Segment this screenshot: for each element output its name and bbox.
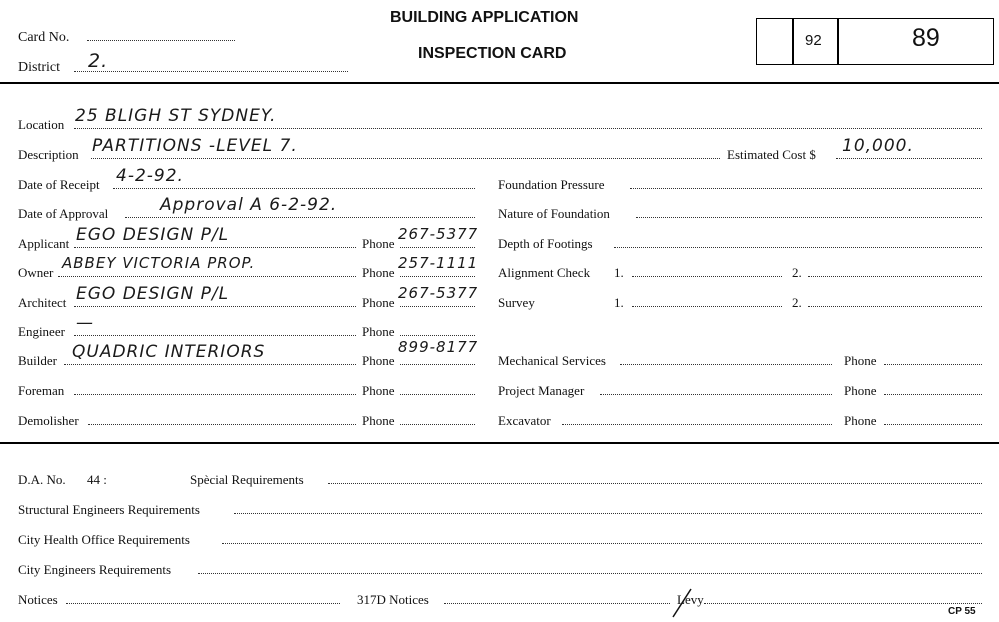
foreman-label: Foreman (18, 383, 65, 398)
owner-phone-field[interactable] (400, 276, 475, 277)
survey-2-field[interactable] (808, 306, 982, 307)
excavator-label: Excavator (498, 413, 551, 428)
special-requirements-field[interactable] (328, 483, 982, 484)
demolisher-field[interactable] (88, 424, 356, 425)
description-label: Description (18, 147, 79, 162)
owner-field[interactable] (58, 276, 356, 277)
form-code: CP 55 (948, 606, 976, 617)
architect-phone-label: Phone (362, 295, 395, 310)
district-label: District (18, 60, 60, 75)
header-divider (0, 82, 999, 84)
da-no-value: 44 : (87, 472, 107, 487)
card-no-field[interactable] (87, 40, 235, 41)
applicant-phone-value: 267-5377 (398, 225, 479, 243)
owner-phone-label: Phone (362, 265, 395, 280)
district-value: 2. (88, 50, 109, 72)
date-of-receipt-label: Date of Receipt (18, 177, 100, 192)
alignment-check-1-label: 1. (614, 265, 624, 280)
location-value: 25 BLIGH ST SYDNEY. (75, 106, 277, 126)
applicant-phone-label: Phone (362, 236, 395, 251)
demolisher-phone-field[interactable] (400, 424, 475, 425)
health-requirements-label: City Health Office Requirements (18, 532, 190, 547)
levy-label: Levy (677, 592, 704, 607)
project-manager-label: Project Manager (498, 383, 585, 398)
requirements-divider (0, 442, 999, 444)
excavator-phone-field[interactable] (884, 424, 982, 425)
owner-value: ABBEY VICTORIA PROP. (62, 254, 256, 272)
foreman-field[interactable] (74, 394, 356, 395)
levy-checkmark-icon (670, 585, 694, 619)
project-manager-field[interactable] (600, 394, 832, 395)
title-line-1: BUILDING APPLICATION (390, 9, 579, 26)
notices-label: Notices (18, 592, 58, 607)
builder-label: Builder (18, 353, 57, 368)
date-of-receipt-value: 4-2-92. (116, 166, 184, 186)
card-no-label: Card No. (18, 30, 70, 45)
engineer-phone-label: Phone (362, 324, 395, 339)
card-number: 89 (912, 24, 940, 52)
foundation-pressure-field[interactable] (630, 188, 982, 189)
mechanical-services-label: Mechanical Services (498, 353, 606, 368)
applicant-label: Applicant (18, 236, 70, 251)
location-label: Location (18, 117, 65, 132)
date-of-approval-label: Date of Approval (18, 206, 109, 221)
card-year: 92 (805, 32, 822, 49)
depth-of-footings-label: Depth of Footings (498, 236, 593, 251)
engineer-phone-field[interactable] (400, 335, 475, 336)
alignment-check-1-field[interactable] (632, 276, 782, 277)
builder-phone-field[interactable] (400, 364, 475, 365)
city-engineers-requirements-field[interactable] (198, 573, 982, 574)
notices-317d-field[interactable] (444, 603, 670, 604)
title-line-2: INSPECTION CARD (418, 45, 567, 62)
applicant-phone-field[interactable] (400, 247, 475, 248)
survey-1-label: 1. (614, 295, 624, 310)
foreman-phone-label: Phone (362, 383, 395, 398)
mechanical-services-phone-label: Phone (844, 353, 877, 368)
alignment-check-2-label: 2. (792, 265, 802, 280)
nature-of-foundation-field[interactable] (636, 217, 982, 218)
date-of-receipt-field[interactable] (113, 188, 475, 189)
card-number-box (756, 18, 994, 65)
excavator-phone-label: Phone (844, 413, 877, 428)
builder-field[interactable] (64, 364, 356, 365)
builder-phone-value: 899-8177 (398, 338, 479, 356)
location-field[interactable] (74, 128, 982, 129)
owner-label: Owner (18, 265, 54, 280)
builder-value: QUADRIC INTERIORS (72, 342, 266, 362)
survey-1-field[interactable] (632, 306, 782, 307)
description-field[interactable] (91, 158, 720, 159)
mechanical-services-phone-field[interactable] (884, 364, 982, 365)
estimated-cost-label: Estimated Cost $ (727, 147, 816, 162)
applicant-value: EGO DESIGN P/L (76, 225, 230, 245)
demolisher-phone-label: Phone (362, 413, 395, 428)
foreman-phone-field[interactable] (400, 394, 475, 395)
demolisher-label: Demolisher (18, 413, 79, 428)
architect-field[interactable] (74, 306, 356, 307)
excavator-field[interactable] (562, 424, 832, 425)
depth-of-footings-field[interactable] (614, 247, 982, 248)
city-engineers-requirements-label: City Engineers Requirements (18, 562, 172, 577)
notices-field[interactable] (66, 603, 340, 604)
nature-of-foundation-label: Nature of Foundation (498, 206, 610, 221)
levy-field[interactable] (704, 603, 982, 604)
builder-phone-label: Phone (362, 353, 395, 368)
applicant-field[interactable] (74, 247, 356, 248)
mechanical-services-field[interactable] (620, 364, 832, 365)
date-of-approval-value: Approval A 6-2-92. (160, 195, 338, 215)
project-manager-phone-label: Phone (844, 383, 877, 398)
survey-label: Survey (498, 295, 535, 310)
engineer-label: Engineer (18, 324, 65, 339)
engineer-value: — (76, 313, 94, 333)
structural-requirements-field[interactable] (234, 513, 982, 514)
estimated-cost-value: 10,000. (842, 136, 914, 156)
description-value: PARTITIONS -LEVEL 7. (92, 136, 298, 156)
architect-phone-value: 267-5377 (398, 284, 479, 302)
engineer-field[interactable] (74, 335, 356, 336)
owner-phone-value: 257-1111 (398, 254, 479, 272)
date-of-approval-field[interactable] (125, 217, 475, 218)
alignment-check-label: Alignment Check (498, 265, 591, 280)
alignment-check-2-field[interactable] (808, 276, 982, 277)
da-no-label: D.A. No. (18, 472, 66, 487)
architect-phone-field[interactable] (400, 306, 475, 307)
district-field[interactable] (74, 71, 348, 72)
survey-2-label: 2. (792, 295, 802, 310)
special-requirements-label: Spècial Requirements (190, 472, 304, 487)
architect-label: Architect (18, 295, 67, 310)
health-requirements-field[interactable] (222, 543, 982, 544)
project-manager-phone-field[interactable] (884, 394, 982, 395)
notices-317d-label: 317D Notices (357, 592, 429, 607)
architect-value: EGO DESIGN P/L (76, 284, 230, 304)
estimated-cost-field[interactable] (836, 158, 982, 159)
structural-requirements-label: Structural Engineers Requirements (18, 502, 200, 517)
foundation-pressure-label: Foundation Pressure (498, 177, 605, 192)
